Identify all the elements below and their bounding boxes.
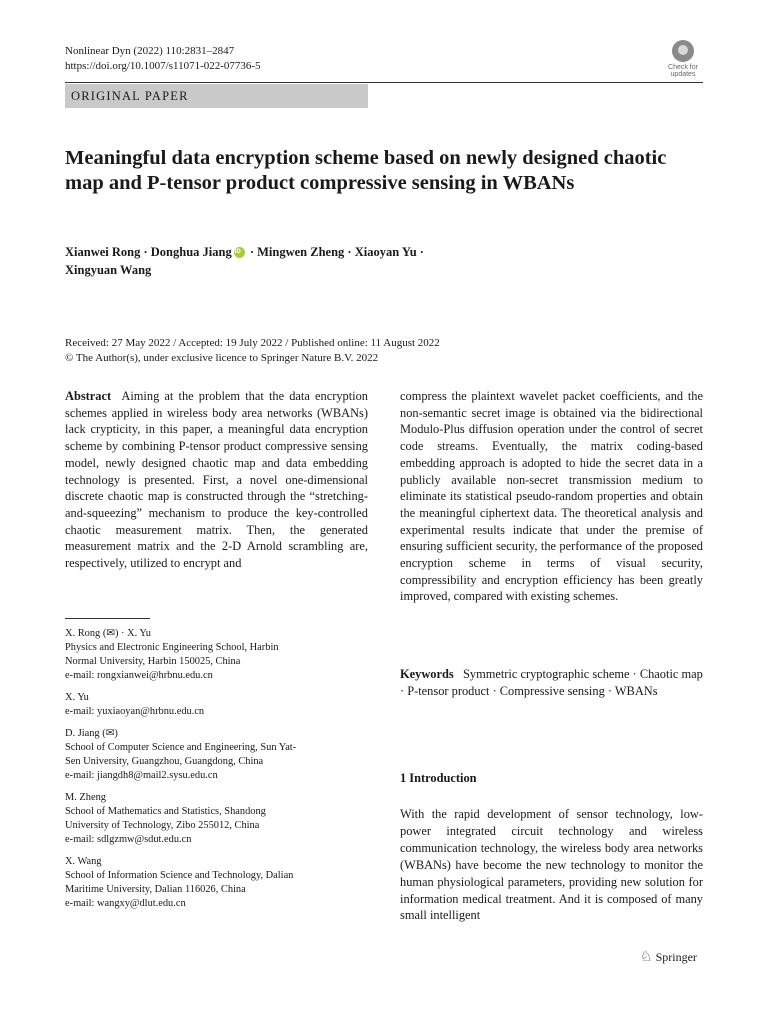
affiliation-line: Maritime University, Dalian 116026, China [65, 884, 246, 895]
authors-part-3: Xingyuan Wang [65, 263, 152, 277]
affiliation-line: Normal University, Harbin 150025, China [65, 656, 241, 667]
publisher-name: Springer [655, 950, 697, 964]
affiliation-entry [65, 691, 368, 719]
check-for-updates-badge[interactable] [663, 40, 703, 78]
springer-horse-icon: ♘ [640, 950, 653, 965]
affiliation-name: X. Rong (✉) · X. Yu [65, 628, 151, 639]
affiliation-line: Physics and Electronic Engineering School, Harbin [65, 642, 279, 653]
keywords [400, 666, 703, 700]
affiliation-line: School of Mathematics and Statistics, Shandong [65, 806, 266, 817]
section-label: ORIGINAL PAPER [65, 84, 368, 108]
affiliation-entry [65, 855, 368, 911]
introduction-text: With the rapid development of sensor technology, low-power integrated circuit technology and wireless communication technology, the wireless body area networks (WBANs) have become the new technology to monitor the human physiological parameters, providing new solution for information medical treatment. And it is composed of many small intelligent [400, 807, 703, 923]
keywords-text: Symmetric cryptographic scheme · Chaotic map · P-tensor product · Compressive sensing · WBANs [400, 667, 703, 698]
affiliation-email[interactable]: e-mail: wangxy@dlut.edu.cn [65, 898, 186, 909]
abstract-text-right: compress the plaintext wavelet packet coefficients, and the non-semantic secret image is obtained via the bidirectional Modulo-Plus diffusion operation under the control of secret code streams. Eventually, the matrix coding-based embedding approach is adopted to hide the secret data in a publicly available non-secret transmission medium to eliminate its statistical pseudo-random properties and obtain the meaningful ciphertext data. The theoretical analysis and experimental results indicate that under the premise of ensuring sufficient security, the performance of the proposed encryption scheme in terms of visual security, compressibility and encryption efficiency has been greatly improved, compared with existing schemes. [400, 389, 703, 604]
keywords-label: Keywords [400, 667, 454, 681]
check-updates-icon [672, 40, 694, 62]
doi-link[interactable]: https://doi.org/10.1007/s11071-022-07736-5 [65, 60, 261, 72]
affiliation-email[interactable]: e-mail: jiangdh8@mail2.sysu.edu.cn [65, 770, 218, 781]
affiliation-line: School of Information Science and Technology, Dalian [65, 870, 294, 881]
orcid-icon[interactable] [234, 247, 245, 258]
journal-citation [65, 44, 261, 74]
affiliation-line: School of Computer Science and Engineering, Sun Yat- [65, 742, 297, 753]
affiliation-entry [65, 791, 368, 847]
publisher-footer [640, 949, 697, 966]
affiliation-name: M. Zheng [65, 792, 106, 803]
abstract-right-column [400, 388, 703, 605]
affiliation-entry [65, 727, 368, 783]
abstract-label: Abstract [65, 389, 112, 403]
dates-line: Received: 27 May 2022 / Accepted: 19 July 2022 / Published online: 11 August 2022 [65, 337, 440, 349]
check-updates-label: Check for updates [668, 64, 698, 78]
paper-title: Meaningful data encryption scheme based on newly designed chaotic map and P-tensor product compressive sensing in WBANs [65, 147, 667, 194]
affiliation-email[interactable]: e-mail: yuxiaoyan@hrbnu.edu.cn [65, 706, 205, 717]
authors-part-2: · Mingwen Zheng · Xiaoyan Yu · [246, 245, 424, 259]
section-heading-introduction: 1 Introduction [400, 771, 477, 785]
affiliation-entry [65, 627, 368, 683]
abstract-text-left: Aiming at the problem that the data encryption schemes applied in wireless body area networks (WBANs) lack crypticity, in this paper, a meaningful data encryption scheme by combining P-tensor product compressive sensing model, newly designed chaotic map and data embedding technology is presented. First, a novel one-dimensional discrete chaotic map is constructed through the “stretching-and-squeezing” mechanism to produce the key-controlled chaotic measurement matrix. Then, the generated measurement matrix and the 2-D Arnold scrambling are, respectively, utilized to encrypt and [65, 389, 368, 571]
affiliation-line: Sen University, Guangzhou, Guangdong, China [65, 756, 264, 767]
author-list [65, 243, 585, 279]
authors-part-1: Xianwei Rong · Donghua Jiang [65, 245, 232, 259]
affiliation-name: X. Yu [65, 692, 89, 703]
header-rule [65, 82, 703, 83]
journal-line: Nonlinear Dyn (2022) 110:2831–2847 [65, 45, 235, 57]
copyright-line: © The Author(s), under exclusive licence to Springer Nature B.V. 2022 [65, 352, 379, 364]
affiliation-email[interactable]: e-mail: sdlgzmw@sdut.edu.cn [65, 834, 192, 845]
affiliation-rule [65, 618, 150, 619]
affiliation-name: X. Wang [65, 856, 102, 867]
publication-dates [65, 336, 705, 366]
affiliation-email[interactable]: e-mail: rongxianwei@hrbnu.edu.cn [65, 670, 213, 681]
affiliation-name: D. Jiang (✉) [65, 728, 118, 739]
affiliation-line: University of Technology, Zibo 255012, China [65, 820, 260, 831]
affiliations [65, 627, 368, 919]
abstract-left-column [65, 388, 368, 572]
